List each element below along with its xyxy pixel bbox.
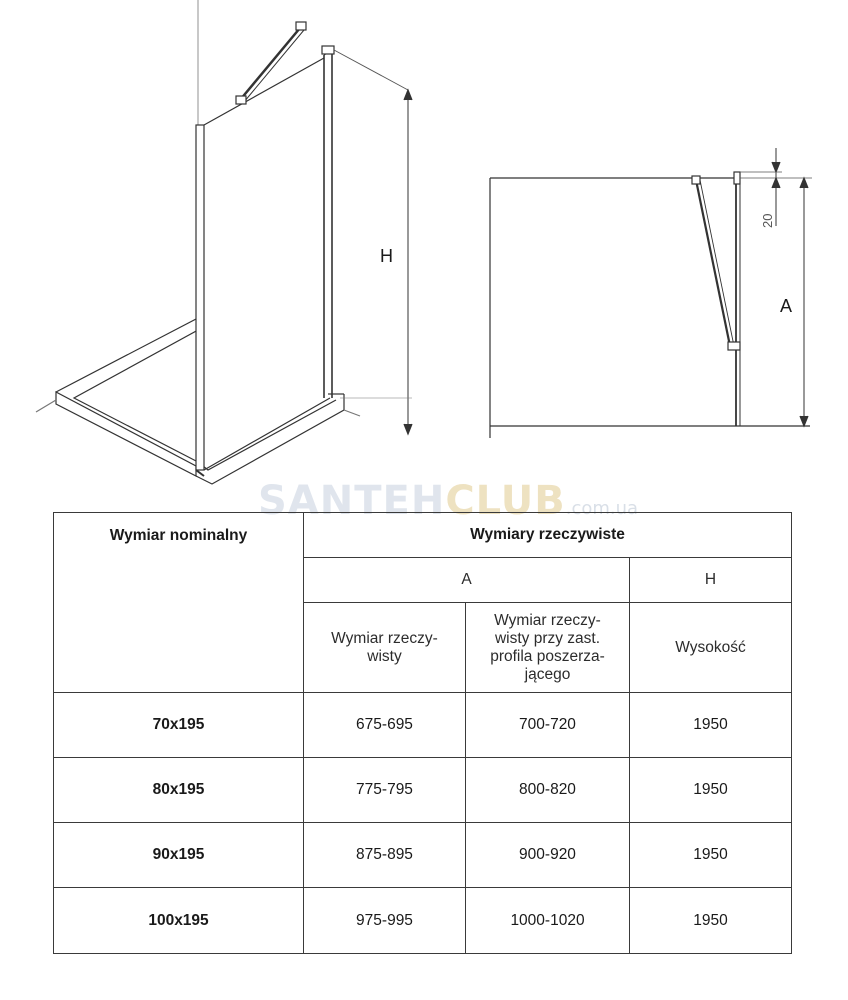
row-extended: 1000-1020 <box>466 888 630 954</box>
table-row <box>54 758 792 823</box>
isometric-view <box>36 0 412 484</box>
row-actual: 875-895 <box>304 823 466 888</box>
row-height: 1950 <box>630 823 792 888</box>
watermark-main: SANTEH <box>258 478 446 524</box>
table-row <box>54 823 792 888</box>
watermark-accent: CLUB <box>445 478 566 524</box>
row-actual: 975-995 <box>304 888 466 954</box>
row-extended: 900-920 <box>466 823 630 888</box>
row-extended: 700-720 <box>466 693 630 758</box>
row-height: 1950 <box>630 693 792 758</box>
table-header-row <box>54 513 792 558</box>
row-actual: 675-695 <box>304 693 466 758</box>
row-extended: 800-820 <box>466 758 630 823</box>
width-label: A <box>780 296 793 316</box>
row-nominal: 70x195 <box>54 693 304 758</box>
table-row <box>54 888 792 954</box>
table-row <box>54 693 792 758</box>
actual-header: Wymiary rzeczywiste <box>304 513 792 558</box>
row-actual: 775-795 <box>304 758 466 823</box>
row-nominal: 90x195 <box>54 823 304 888</box>
dimensions-table <box>53 512 792 954</box>
subheader-height: Wysokość <box>630 603 792 693</box>
nominal-header: Wymiar nominalny <box>54 513 304 693</box>
offset-label: 20 <box>760 213 775 228</box>
row-height: 1950 <box>630 888 792 954</box>
height-label: H <box>380 246 393 266</box>
group-h-header: H <box>630 558 792 603</box>
row-nominal: 80x195 <box>54 758 304 823</box>
subheader-extended: Wymiar rzeczy- wisty przy zast. profila poszerza- jącego <box>466 603 630 693</box>
row-height: 1950 <box>630 758 792 823</box>
group-a-header: A <box>304 558 630 603</box>
row-nominal: 100x195 <box>54 888 304 954</box>
side-view <box>490 148 812 438</box>
subheader-actual: Wymiar rzeczy- wisty <box>304 603 466 693</box>
watermark-domain: .com.ua <box>565 498 639 519</box>
